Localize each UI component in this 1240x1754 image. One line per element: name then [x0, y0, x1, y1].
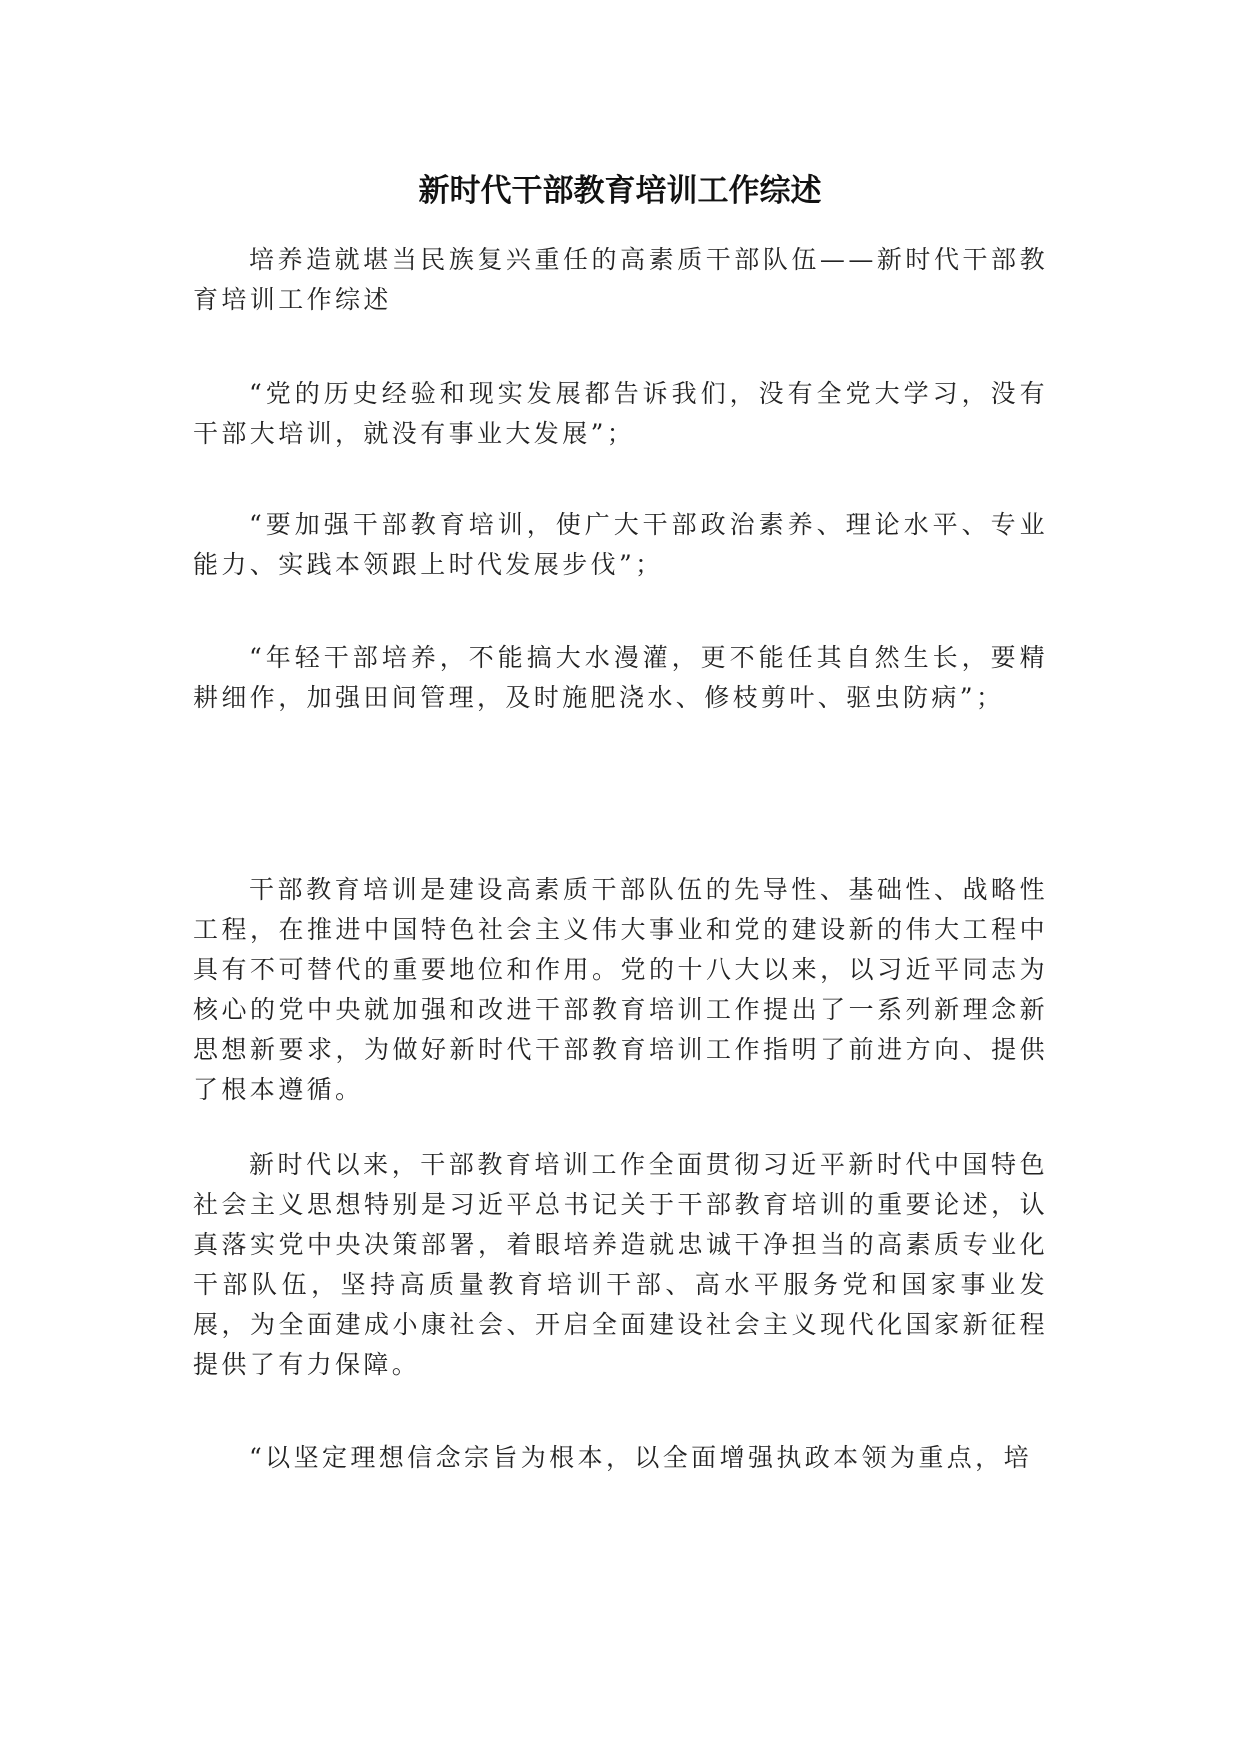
paragraph-body-2: 新时代以来，干部教育培训工作全面贯彻习近平新时代中国特色社会主义思想特别是习近平总书记关于干部教育培训的重要论述，认真落实党中央决策部署，着眼培养造就忠诚干净担当的高素质专业化干部队伍，坚持高质量教育培训干部、高水平服务党和国家事业发展，为全面建成小康社会、开启全面建设社会主义现代化国家新征程提供了有力保障。 — [193, 1150, 1048, 1379]
paragraph-quote-2: “要加强干部教育培训，使广大干部政治素养、理论水平、专业能力、实践本领跟上时代发展步伐”； — [193, 510, 1048, 579]
document-title: 新时代干部教育培训工作综述 — [418, 172, 822, 209]
paragraph-quote-1: “党的历史经验和现实发展都告诉我们，没有全党大学习，没有干部大培训，就没有事业大发展”； — [193, 379, 1048, 448]
paragraph-quote-3: “年轻干部培养，不能搞大水漫灌，更不能任其自然生长，要精耕细作，加强田间管理，及时施肥浇水、修枝剪叶、驱虫防病”； — [193, 643, 1048, 712]
paragraph-subtitle: 培养造就堪当民族复兴重任的高素质干部队伍——新时代干部教育培训工作综述 — [193, 245, 1048, 314]
paragraph-body-3: “以坚定理想信念宗旨为根本，以全面增强执政本领为重点，培 — [249, 1443, 1032, 1472]
paragraph-body-1: 干部教育培训是建设高素质干部队伍的先导性、基础性、战略性工程，在推进中国特色社会主义伟大事业和党的建设新的伟大工程中具有不可替代的重要地位和作用。党的十八大以来，以习近平同志为核心的党中央就加强和改进干部教育培训工作提出了一系列新理念新思想新要求，为做好新时代干部教育培训工作指明了前进方向、提供了根本遵循。 — [193, 875, 1048, 1104]
